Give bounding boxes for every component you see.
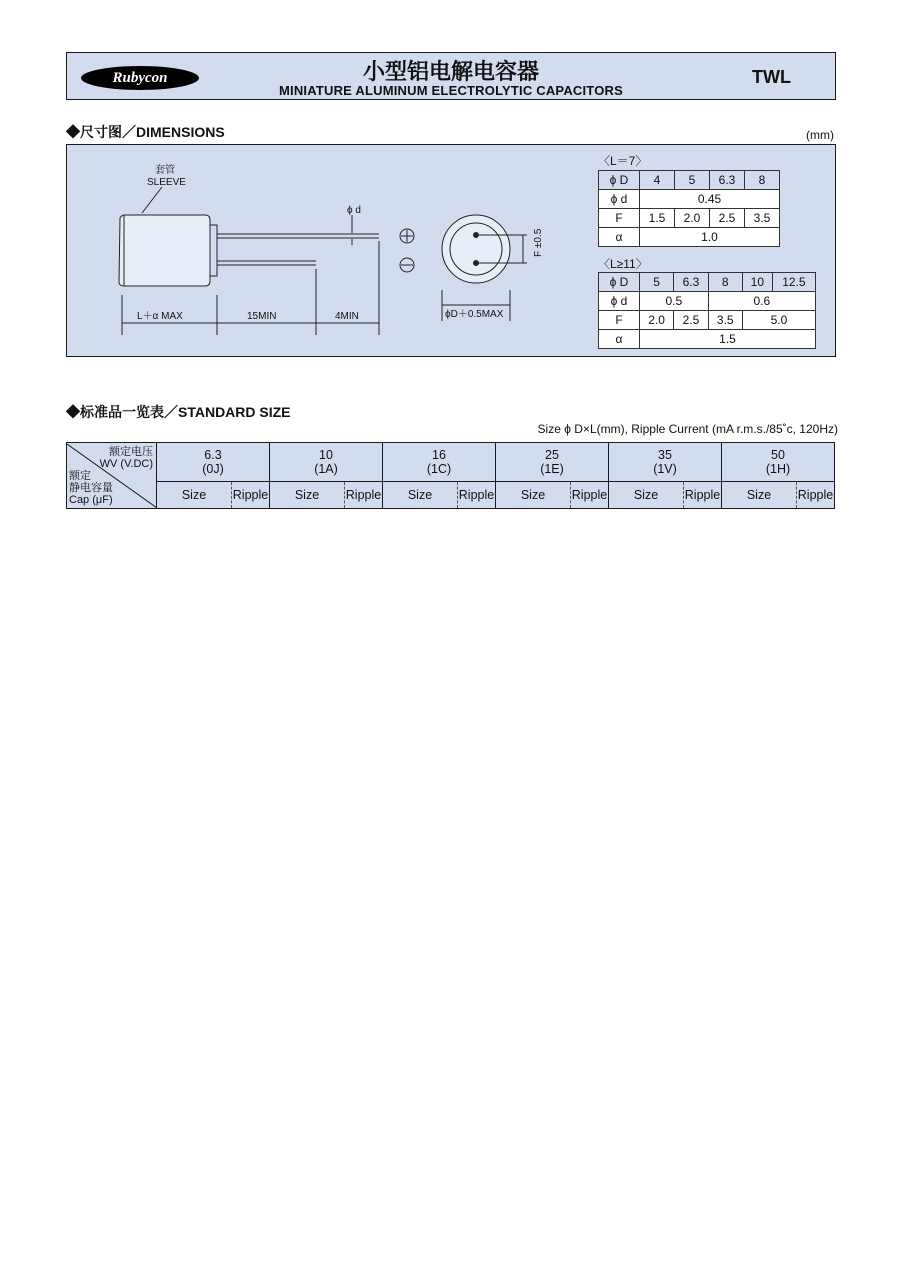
- size-col: Size: [496, 482, 571, 509]
- table-l7: ϕ D 4 5 6.3 8 ϕ d 0.45 F 1.5 2.0 2.5 3.5 α 1.0: [598, 170, 780, 247]
- lead-length-1: 15MIN: [247, 311, 277, 322]
- size-col: Size: [609, 482, 684, 509]
- standard-heading: ◆标准品一览表／STANDARD SIZE: [66, 404, 291, 420]
- standard-note: Size ϕ D×L(mm), Ripple Current (mA r.m.s./85˚c, 120Hz): [537, 422, 838, 436]
- ripple-col: Ripple: [684, 482, 722, 509]
- unit-label: (mm): [806, 128, 834, 142]
- title-cn: 小型铝电解电容器: [362, 59, 539, 84]
- ripple-col: Ripple: [571, 482, 609, 509]
- title-en: MINIATURE ALUMINUM ELECTROLYTIC CAPACITORS: [279, 83, 623, 98]
- ripple-col: Ripple: [232, 482, 270, 509]
- table-l7-caption: 〈L＝7〉: [598, 154, 648, 168]
- table-l11-caption: 〈L≥11〉: [598, 257, 648, 271]
- size-col: Size: [383, 482, 458, 509]
- brand-logo: Rubycon: [81, 66, 199, 90]
- table-l11: ϕ D 5 6.3 8 10 12.5 ϕ d 0.5 0.6 F 2.0 2.5 3.5 5.0 α 1.5: [598, 272, 816, 349]
- voltage-6-3: 6.3 (0J): [157, 443, 270, 482]
- ripple-col: Ripple: [458, 482, 496, 509]
- ripple-col: Ripple: [797, 482, 835, 509]
- lead-length-2: 4MIN: [335, 311, 359, 322]
- voltage-10: 10 (1A): [270, 443, 383, 482]
- dimensions-heading: ◆尺寸图／DIMENSIONS: [66, 124, 225, 140]
- lead-dia-label: ϕ d: [347, 205, 361, 216]
- size-col: Size: [270, 482, 345, 509]
- size-col: Size: [722, 482, 797, 509]
- sleeve-en: SLEEVE: [147, 177, 186, 188]
- voltage-35: 35 (1V): [609, 443, 722, 482]
- pitch-label: F ±0.5: [533, 228, 544, 257]
- diameter-label: ϕD＋0.5MAX: [445, 309, 504, 320]
- voltage-50: 50 (1H): [722, 443, 835, 482]
- standard-size-table: [66, 442, 835, 509]
- size-col: Size: [157, 482, 232, 509]
- sleeve-cn: 套管: [155, 165, 175, 176]
- voltage-16: 16 (1C): [383, 443, 496, 482]
- voltage-25: 25 (1E): [496, 443, 609, 482]
- series-code: TWL: [752, 67, 791, 87]
- ripple-col: Ripple: [345, 482, 383, 509]
- header-corner: 额定电压 WV (V.DC) 额定 静电容量 Cap (μF): [67, 443, 157, 509]
- body-length-label: L＋α MAX: [137, 311, 183, 322]
- header-banner: [66, 52, 836, 100]
